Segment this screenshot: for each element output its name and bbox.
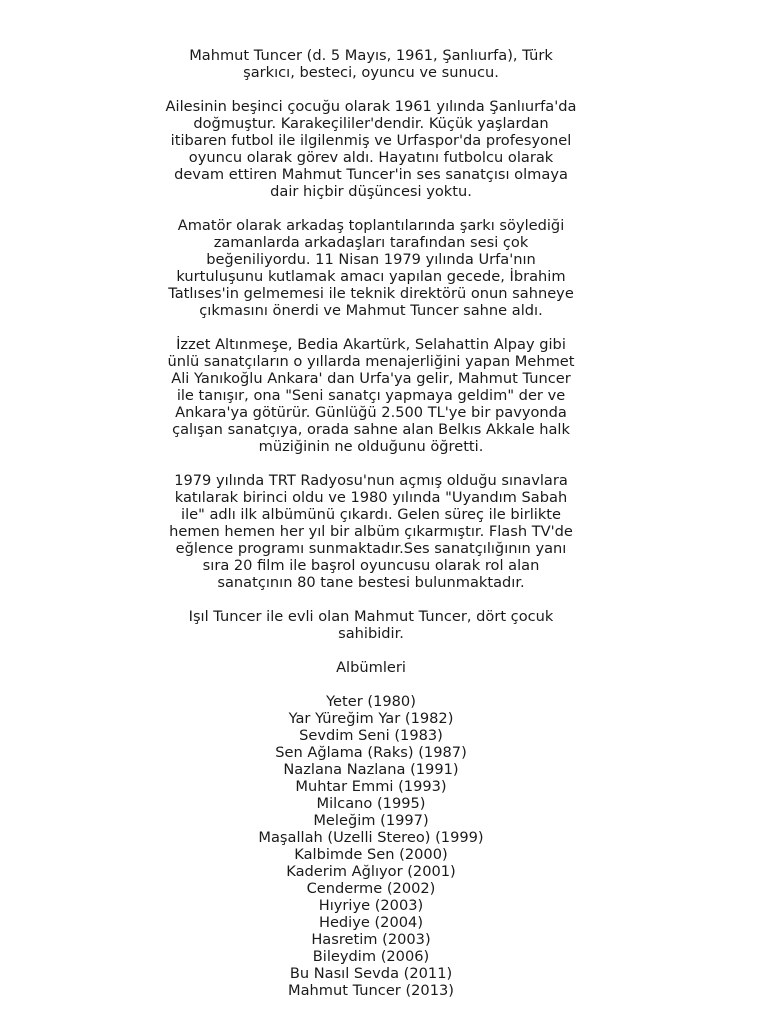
album-item: Milcano (1995) (316, 795, 426, 812)
album-item: Meleğim (1997) (313, 812, 429, 829)
trt-paragraph: 1979 yılında TRT Radyosu'nun açmış olduğu sınavlara katılarak birinci oldu ve 1980 yılında "Uyandım Sabah ile" adlı ilk albümünü çıkardı. Gelen süreç ile birlikte hemen hemen her yıl bir albüm çıkarmıştır. Flash TV'de eğlence programı sunmaktadır.Ses sanatçılığının yanı sıra 20 film ile başrol oyuncusu olarak rol alan sanatçının 80 tane bestesi bulunmaktadır. (169, 472, 573, 591)
album-item: Muhtar Emmi (1993) (295, 778, 447, 795)
album-item: Maşallah (Uzelli Stereo) (1999) (258, 829, 484, 846)
intro-paragraph: Mahmut Tuncer (d. 5 Mayıs, 1961, Şanlıurfa), Türk şarkıcı, besteci, oyuncu ve sunucu. (189, 47, 553, 81)
album-item: Nazlana Nazlana (1991) (283, 761, 459, 778)
album-item: Kaderim Ağlıyor (2001) (286, 863, 456, 880)
album-item: Bu Nasıl Sevda (2011) (289, 965, 453, 982)
album-item: Hediye (2004) (318, 914, 424, 931)
album-item: Cenderme (2002) (306, 880, 436, 897)
album-item: Kalbimde Sen (2000) (294, 846, 448, 863)
album-item: Sen Ağlama (Raks) (1987) (275, 744, 467, 761)
album-item: Hasretim (2003) (311, 931, 431, 948)
document-text (142, 47, 600, 999)
album-item: Hıyriye (2003) (318, 897, 424, 914)
album-list (142, 693, 600, 999)
early-life-paragraph: Ailesinin beşinci çocuğu olarak 1961 yılında Şanlıurfa'da doğmuştur. Karakeçililer'dendir. Küçük yaşlardan itibaren futbol ile ilgilenmiş ve Urfaspor'da profesyonel oyuncu olarak görev aldı. Hayatını futbolcu olarak devam ettiren Mahmut Tuncer'in ses sanatçısı olmaya dair hiçbir düşüncesi yoktu. (165, 98, 577, 200)
career-start-paragraph: Amatör olarak arkadaş toplantılarında şarkı söylediği zamanlarda arkadaşları tarafından sesi çok beğeniliyordu. 11 Nisan 1979 yılında Urfa'nın kurtuluşunu kutlamak amacı yapılan gecede, İbrahim Tatlıses'in gelmemesi ile teknik direktörü onun sahneye çıkmasını önerdi ve Mahmut Tuncer sahne aldı. (168, 217, 574, 319)
album-item: Mahmut Tuncer (2013) (288, 982, 454, 999)
album-item: Yar Yüreğim Yar (1982) (288, 710, 454, 727)
management-paragraph: İzzet Altınmeşe, Bedia Akartürk, Selahattin Alpay gibi ünlü sanatçıların o yıllarda menajerliğini yapan Mehmet Ali Yanıkoğlu Ankara' dan Urfa'ya gelir, Mahmut Tuncer ile tanışır, ona "Seni sanatçı yapmaya geldim" der ve Ankara'ya götürür. Günlüğü 2.500 TL'ye bir pavyonda çalışan sanatçıya, orada sahne alan Belkıs Akkale halk müziğinin ne olduğunu öğretti. (167, 336, 575, 455)
album-item: Sevdim Seni (1983) (299, 727, 443, 744)
family-paragraph: Işıl Tuncer ile evli olan Mahmut Tuncer, dört çocuk sahibidir. (188, 608, 554, 642)
album-item: Bileydim (2006) (312, 948, 430, 965)
album-item: Yeter (1980) (326, 693, 416, 710)
albums-heading: Albümleri (336, 659, 406, 676)
